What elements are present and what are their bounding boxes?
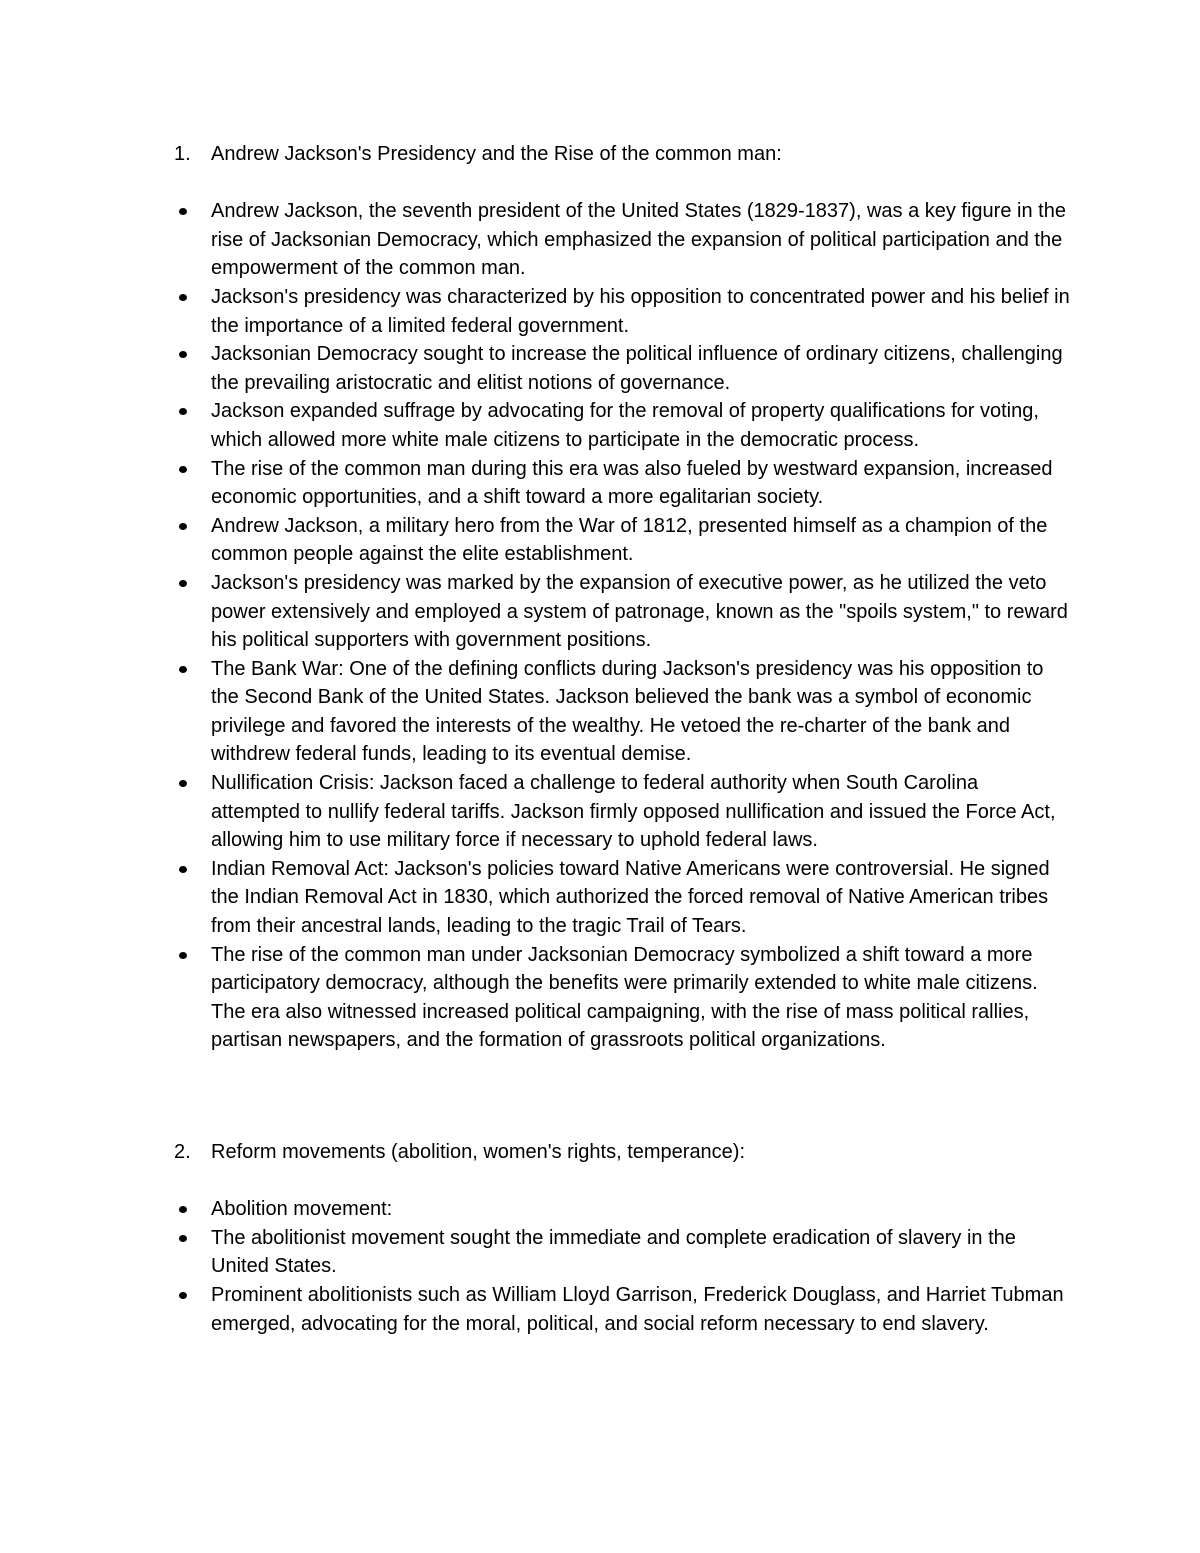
section-heading bbox=[0, 1138, 1071, 1167]
bullet-icon bbox=[179, 294, 187, 301]
bullet-icon bbox=[179, 866, 187, 873]
list-item-text: Indian Removal Act: Jackson's policies toward Native Americans were controversial. He signed the Indian Removal Act in 1830, which authorized the forced removal of Native American tribes from their ancestral lands, leading to the tragic Trail of Tears. bbox=[211, 857, 1050, 938]
list-item-text: Jackson's presidency was characterized by his opposition to concentrated power and his belief in the importance of a limited federal government. bbox=[211, 285, 1070, 337]
bullet-icon bbox=[179, 1206, 187, 1213]
list-item bbox=[0, 569, 1071, 655]
section-number: 1. bbox=[174, 143, 191, 165]
list-item-text: Jackson's presidency was marked by the expansion of executive power, as he utilized the veto power extensively and employed a system of patronage, known as the "spoils system," to reward his political supporters with government positions. bbox=[211, 571, 1068, 652]
list-item bbox=[0, 397, 1071, 454]
list-item bbox=[0, 512, 1071, 569]
list-item bbox=[0, 1195, 1071, 1224]
bullet-icon bbox=[179, 666, 187, 673]
bullet-icon bbox=[179, 1292, 187, 1299]
list-item bbox=[0, 1224, 1071, 1281]
bullet-icon bbox=[179, 408, 187, 415]
list-item-text: Andrew Jackson, a military hero from the War of 1812, presented himself as a champion of the common people against the elite establishment. bbox=[211, 514, 1048, 566]
bullet-icon bbox=[179, 208, 187, 215]
section-1 bbox=[0, 140, 1200, 1055]
list-item bbox=[0, 655, 1071, 769]
list-item bbox=[0, 283, 1071, 340]
list-item-text: Prominent abolitionists such as William Lloyd Garrison, Frederick Douglass, and Harriet Tubman emerged, advocating for the moral, political, and social reform necessary to end slavery. bbox=[211, 1283, 1064, 1335]
bullet-icon bbox=[179, 523, 187, 530]
list-item-text: Abolition movement: bbox=[211, 1198, 393, 1221]
section-heading bbox=[0, 140, 1071, 169]
list-item bbox=[0, 941, 1071, 1055]
section-number: 2. bbox=[174, 1141, 191, 1163]
bullet-icon bbox=[179, 466, 187, 473]
bullet-icon bbox=[179, 1235, 187, 1242]
list-item-text: The Bank War: One of the defining conflicts during Jackson's presidency was his opposition to the Second Bank of the United States. Jackson believed the bank was a symbol of economic privilege and favored the interests of the wealthy. He vetoed the re-charter of the bank and withdrew federal funds, leading to its eventual demise. bbox=[211, 657, 1044, 766]
section-2 bbox=[0, 1138, 1200, 1338]
bullet-icon bbox=[179, 351, 187, 358]
list-item-text: Andrew Jackson, the seventh president of the United States (1829-1837), was a key figure in the rise of Jacksonian Democracy, which emphasized the expansion of political participation and the empowerment of the common man. bbox=[211, 200, 1066, 280]
list-item bbox=[0, 769, 1071, 855]
bullet-icon bbox=[179, 952, 187, 959]
list-item-text: The rise of the common man under Jacksonian Democracy symbolized a shift toward a more participatory democracy, although the benefits were primarily extended to white male citizens. The era also witnessed increased political campaigning, with the rise of mass political rallies, partisan newspapers, and the formation of grassroots political organizations. bbox=[211, 943, 1038, 1052]
bullet-list bbox=[0, 197, 1200, 1055]
bullet-icon bbox=[179, 780, 187, 787]
bullet-icon bbox=[179, 580, 187, 587]
list-item bbox=[0, 197, 1071, 283]
list-item bbox=[0, 455, 1071, 512]
list-item bbox=[0, 340, 1071, 397]
list-item-text: The abolitionist movement sought the immediate and complete eradication of slavery in the United States. bbox=[211, 1226, 1016, 1278]
section-heading-text: Reform movements (abolition, women's rights, temperance): bbox=[211, 1141, 746, 1163]
list-item-text: Jackson expanded suffrage by advocating for the removal of property qualifications for voting, which allowed more white male citizens to participate in the democratic process. bbox=[211, 400, 1039, 451]
section-heading-text: Andrew Jackson's Presidency and the Rise of the common man: bbox=[211, 143, 782, 165]
list-item bbox=[0, 1281, 1071, 1338]
list-item-text: Nullification Crisis: Jackson faced a challenge to federal authority when South Carolina attempted to nullify federal tariffs. Jackson firmly opposed nullification and issued the Force Act, allowing him to use military force if necessary to uphold federal laws. bbox=[211, 772, 1056, 852]
list-item-text: Jacksonian Democracy sought to increase the political influence of ordinary citizens, challenging the prevailing aristocratic and elitist notions of governance. bbox=[211, 343, 1063, 394]
list-item-text: The rise of the common man during this era was also fueled by westward expansion, increased economic opportunities, and a shift toward a more egalitarian society. bbox=[211, 457, 1053, 509]
list-item bbox=[0, 855, 1071, 941]
bullet-list bbox=[0, 1195, 1200, 1338]
